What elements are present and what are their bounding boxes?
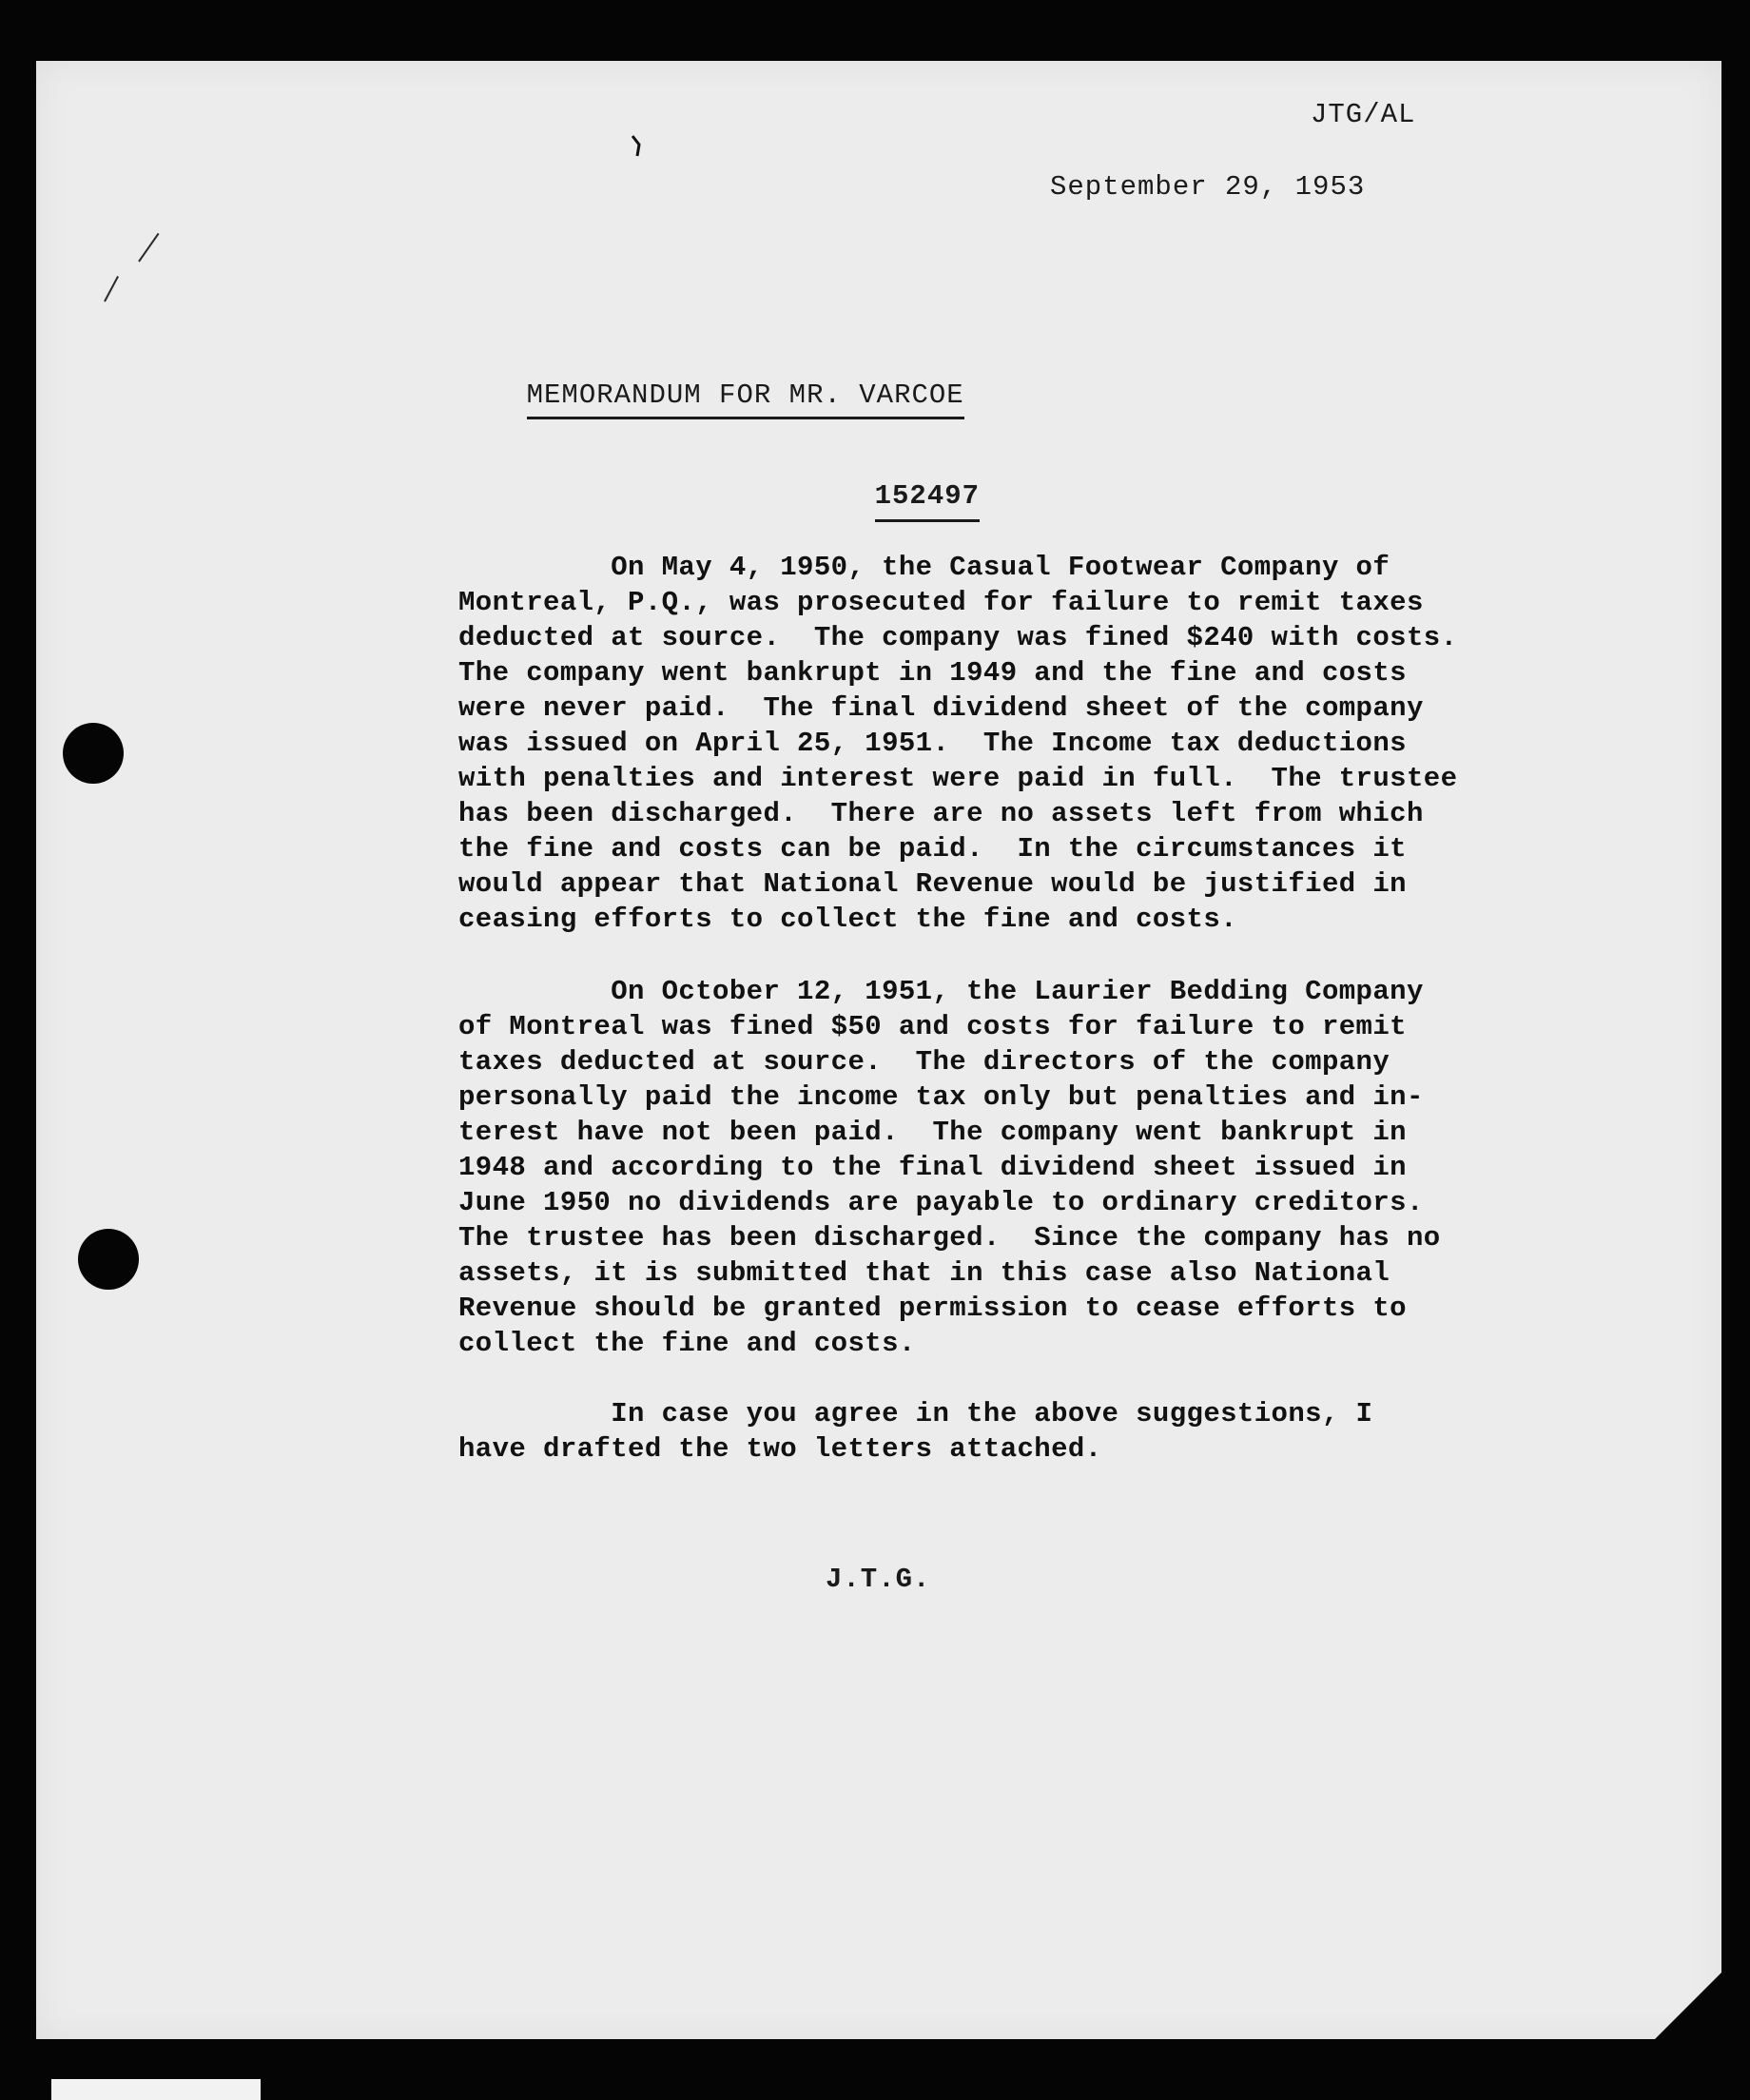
- paragraph-line: would appear that National Revenue would be justified in: [458, 868, 1407, 900]
- punch-hole: [63, 723, 124, 784]
- punch-hole: [78, 1229, 139, 1290]
- paragraph-line: terest have not been paid. The company went bankrupt in: [458, 1117, 1407, 1148]
- paragraph-line: The trustee has been discharged. Since the company has no: [458, 1222, 1441, 1254]
- paragraph-line: In case you agree in the above suggestions, I: [458, 1398, 1373, 1429]
- paragraph-line: On May 4, 1950, the Casual Footwear Company of: [458, 552, 1390, 583]
- paragraph-line: of Montreal was fined $50 and costs for failure to remit: [458, 1011, 1407, 1042]
- folded-corner: [1655, 1973, 1721, 2039]
- paragraph-laurier-bedding: [458, 974, 1543, 1361]
- paragraph-line: have drafted the two letters attached.: [458, 1433, 1102, 1465]
- memo-page: [36, 61, 1721, 2039]
- paragraph-line: assets, it is submitted that in this case also National: [458, 1257, 1390, 1289]
- pencil-mark: [138, 233, 159, 262]
- paragraph-line: with penalties and interest were paid in full. The trustee: [458, 763, 1458, 794]
- reference-initials: JTG/AL: [1311, 99, 1416, 130]
- paragraph-line: ceasing efforts to collect the fine and costs.: [458, 904, 1237, 935]
- paragraph-casual-footwear: [458, 550, 1543, 937]
- paragraph-line: collect the fine and costs.: [458, 1328, 916, 1359]
- paragraph-line: Revenue should be granted permission to cease efforts to: [458, 1293, 1407, 1324]
- paragraph-line: 1948 and according to the final dividend sheet issued in: [458, 1152, 1407, 1183]
- file-number-text: 152497: [875, 480, 980, 522]
- paragraph-line: The company went bankrupt in 1949 and the fine and costs: [458, 657, 1407, 689]
- paragraph-line: were never paid. The final dividend sheet of the company: [458, 692, 1424, 724]
- paragraph-line: has been discharged. There are no assets left from which: [458, 798, 1424, 829]
- file-number: [805, 449, 980, 554]
- paragraph-line: taxes deducted at source. The directors of the company: [458, 1046, 1390, 1078]
- paragraph-line: personally paid the income tax only but penalties and in-: [458, 1081, 1424, 1113]
- paragraph-line: June 1950 no dividends are payable to ordinary creditors.: [458, 1187, 1424, 1218]
- margin-tick-mark: [632, 135, 641, 158]
- memo-date: September 29, 1953: [1050, 171, 1366, 203]
- memo-subject: [457, 348, 964, 451]
- memo-subject-text: MEMORANDUM FOR MR. VARCOE: [527, 379, 964, 419]
- paragraph-line: the fine and costs can be paid. In the circumstances it: [458, 833, 1407, 865]
- paragraph-line: was issued on April 25, 1951. The Income tax deductions: [458, 728, 1407, 759]
- paragraph-line: deducted at source. The company was fined $240 with costs.: [458, 622, 1458, 653]
- paragraph-line: On October 12, 1951, the Laurier Bedding Company: [458, 976, 1424, 1007]
- bottom-tab-strip: [51, 2079, 261, 2100]
- signature-initials: J.T.G.: [826, 1564, 931, 1595]
- paragraph-closing: [458, 1396, 1543, 1467]
- pencil-mark: [104, 276, 119, 301]
- paragraph-line: Montreal, P.Q., was prosecuted for failure to remit taxes: [458, 587, 1424, 618]
